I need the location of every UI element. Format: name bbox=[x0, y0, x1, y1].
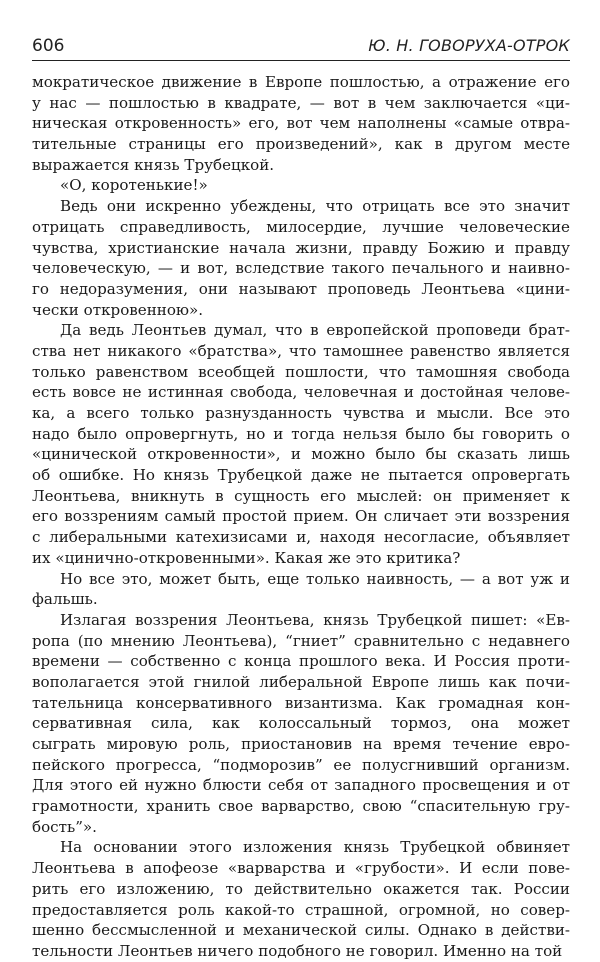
text-line: ропа (по мнению Леонтьева), “гниет” сравнительно с недавнего bbox=[32, 631, 570, 650]
text-line: с либеральными катехизисами и, находя несогласие, объявляет bbox=[32, 528, 570, 547]
paragraph bbox=[32, 610, 570, 838]
text-line: их «цинично-откровенными». Какая же это критика? bbox=[32, 548, 461, 567]
text-line: есть вовсе не истинная свобода, человечная и достойная челове- bbox=[32, 383, 570, 402]
text-line: го недоразумения, они называют проповедь Леонтьева «цини- bbox=[32, 279, 570, 298]
running-title: Ю. Н. ГОВОРУХА-ОТРОК bbox=[368, 36, 570, 55]
text-line: Излагая воззрения Леонтьева, князь Трубецкой пишет: «Ев- bbox=[60, 610, 570, 629]
text-line: человеческую, — и вот, вследствие такого печального и наивно- bbox=[32, 259, 570, 278]
paragraph bbox=[32, 72, 570, 175]
text-line: Леонтьева в апофеозе «варварства и «грубости». И если пове- bbox=[32, 859, 570, 878]
text-line: сервативная сила, как колоссальный тормоз, она может bbox=[32, 714, 570, 733]
text-line: ства нет никакого «братства», что тамошнее равенство является bbox=[32, 341, 570, 360]
running-header bbox=[32, 36, 570, 61]
text-line: его воззрениям самый простой прием. Он сличает эти воззрения bbox=[32, 507, 570, 526]
text-line: чески откровенною». bbox=[32, 300, 204, 319]
paragraph bbox=[32, 196, 570, 320]
text-line: вополагается этой гнилой либеральной Европе лишь как почи- bbox=[32, 672, 570, 691]
paragraph bbox=[32, 837, 570, 961]
text-line: тательница консервативного византизма. Как громадная кон- bbox=[32, 693, 570, 712]
paragraph bbox=[32, 320, 570, 568]
text-line: предоставляется роль какой-то страшной, огромной, но совер- bbox=[32, 900, 570, 919]
text-line: чувства, христианские начала жизни, правду Божию и правду bbox=[32, 238, 570, 257]
text-line: бость”». bbox=[32, 817, 97, 836]
text-line: Леонтьева, вникнуть в сущность его мыслей: он применяет к bbox=[32, 486, 570, 505]
text-line: шенно бессмысленной и механической силы. Однако в действи- bbox=[32, 921, 570, 940]
text-line: На основании этого изложения князь Трубецкой обвиняет bbox=[60, 838, 570, 857]
text-line: времени — собственно с конца прошлого века. И Россия проти- bbox=[32, 652, 570, 671]
text-line: выражается князь Трубецкой. bbox=[32, 155, 275, 174]
body-text bbox=[32, 72, 570, 962]
paragraph bbox=[32, 569, 570, 610]
text-line: только равенством всеобщей пошлости, что тамошняя свобода bbox=[32, 362, 570, 381]
text-line: надо было опровергнуть, но и тогда нельзя было бы говорить о bbox=[32, 424, 570, 443]
text-line: ническая откровенность» его, вот чем наполнены «самые отвра- bbox=[32, 114, 570, 133]
text-line: сыграть мировую роль, приостановив на время течение евро- bbox=[32, 735, 570, 753]
text-line: тительные страницы его произведений», как в другом месте bbox=[32, 135, 570, 154]
page-number: 606 bbox=[32, 36, 65, 56]
text-line: Ведь они искренно убеждены, что отрицать все это значит bbox=[60, 197, 570, 216]
text-line: Для этого ей нужно блюсти себя от западного просвещения и от bbox=[32, 776, 570, 795]
text-line: ка, а всего только разнузданность чувства и мысли. Все это bbox=[32, 404, 570, 422]
text-line: об ошибке. Но князь Трубецкой даже не пытается опровергать bbox=[32, 466, 570, 485]
text-line: мократическое движение в Европе пошлостью, а отражение его bbox=[32, 73, 570, 91]
paragraph bbox=[32, 175, 570, 196]
text-line: у нас — пошлостью в квадрате, — вот в чем заключается «ци- bbox=[32, 93, 570, 112]
text-line: Но все это, может быть, еще только наивность, — а вот уж и bbox=[60, 569, 570, 588]
text-line: отрицать справедливость, милосердие, лучшие человеческие bbox=[32, 217, 570, 236]
text-line: Да ведь Леонтьев думал, что в европейской проповеди брат- bbox=[60, 321, 570, 340]
text-line: тельности Леонтьев ничего подобного не говорил. Именно на той bbox=[32, 941, 563, 960]
text-line: фальшь. bbox=[32, 590, 98, 609]
text-line: рить его изложению, то действительно окажется так. России bbox=[32, 879, 570, 898]
text-line: «О, коротенькие!» bbox=[60, 176, 208, 195]
text-line: пейского прогресса, “подморозив” ее полусгнивший организм. bbox=[32, 755, 570, 774]
text-line: «цинической откровенности», и можно было бы сказать лишь bbox=[32, 445, 570, 464]
text-line: грамотности, хранить свое варварство, свою “спасительную гру- bbox=[32, 797, 570, 816]
